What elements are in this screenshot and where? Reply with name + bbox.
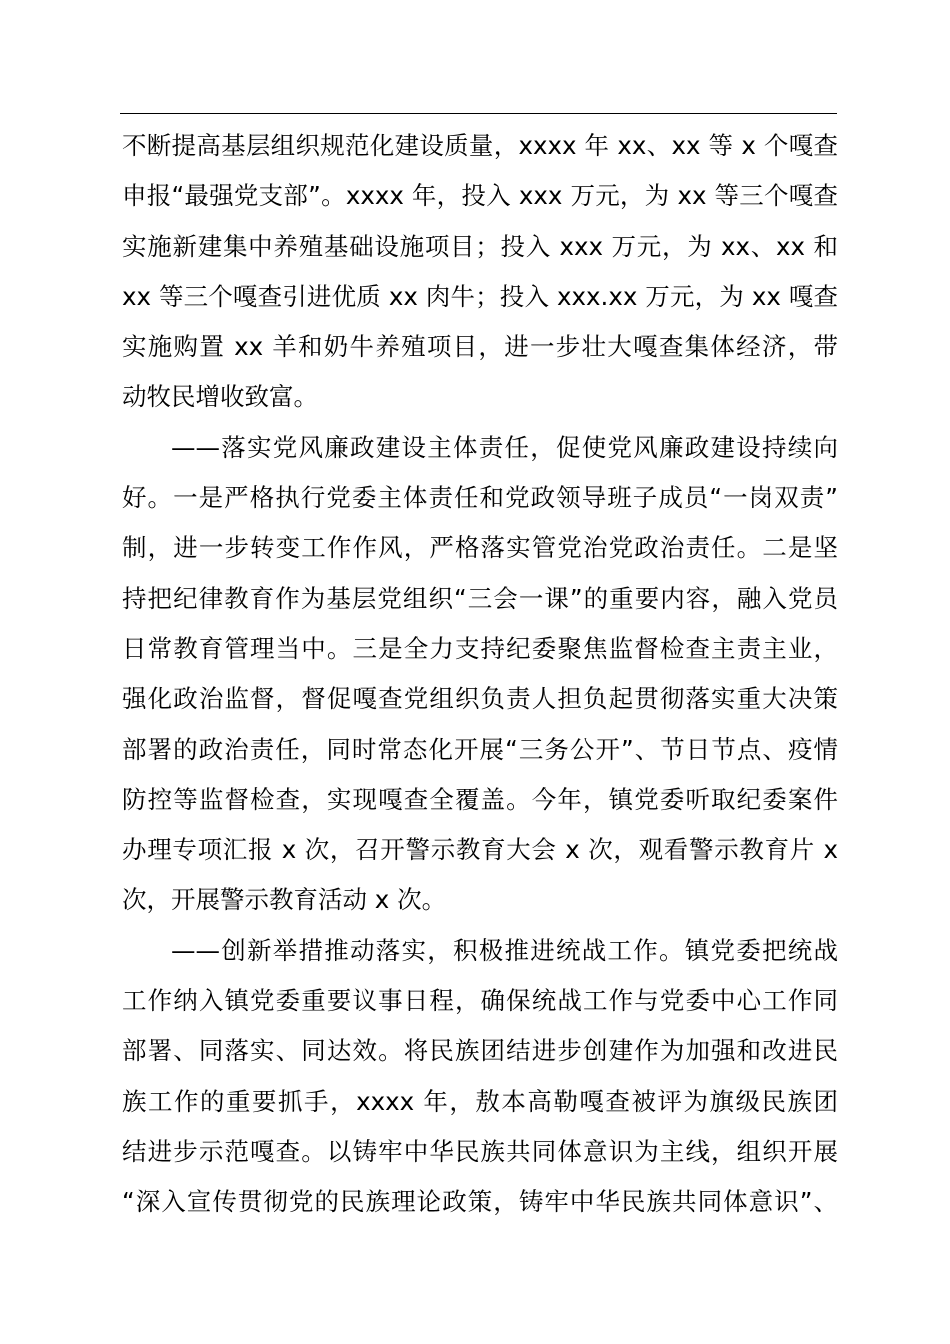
text-line: 实施购置 xx 羊和奶牛养殖项目，进一步壮大嘎查集体经济，带 xyxy=(122,332,838,362)
text-line: 制，进一步转变工作作风，严格落实管党治党政治责任。二是坚 xyxy=(122,533,838,563)
text-line: 次，开展警示教育活动 x 次。 xyxy=(122,885,447,915)
text-line: xx 等三个嘎查引进优质 xx 肉牛；投入 xxx.xx 万元，为 xx 嘎查 xyxy=(122,281,838,311)
text-line: 结进步示范嘎查。以铸牢中华民族共同体意识为主线，组织开展 xyxy=(122,1136,838,1166)
text-line: “深入宣传贯彻党的民族理论政策，铸牢中华民族共同体意识”、 xyxy=(122,1187,838,1217)
text-line: 申报“最强党支部”。xxxx 年，投入 xxx 万元，为 xx 等三个嘎查 xyxy=(122,181,838,211)
text-line: 日常教育管理当中。三是全力支持纪委聚焦监督检查主责主业， xyxy=(122,633,838,663)
text-line: 防控等监督检查，实现嘎查全覆盖。今年，镇党委听取纪委案件 xyxy=(122,784,838,814)
text-line: 部署的政治责任，同时常态化开展“三务公开”、节日节点、疫情 xyxy=(122,734,838,764)
text-line: 强化政治监督，督促嘎查党组织负责人担负起贯彻落实重大决策 xyxy=(122,684,838,714)
text-line: 族工作的重要抓手，xxxx 年，敖本高勒嘎查被评为旗级民族团 xyxy=(122,1086,838,1116)
text-line: 部署、同落实、同达效。将民族团结进步创建作为加强和改进民 xyxy=(122,1036,838,1066)
body-text xyxy=(122,121,838,1228)
text-line: 办理专项汇报 x 次，召开警示教育大会 x 次，观看警示教育片 x xyxy=(122,835,838,865)
header-divider xyxy=(120,113,837,114)
text-line: 持把纪律教育作为基层党组织“三会一课”的重要内容，融入党员 xyxy=(122,583,838,613)
text-line: 好。一是严格执行党委主体责任和党政领导班子成员“一岗双责” xyxy=(122,483,838,513)
paragraph-heading-line: ——创新举措推动落实，积极推进统战工作。镇党委把统战 xyxy=(171,935,838,965)
text-line: 实施新建集中养殖基础设施项目；投入 xxx 万元，为 xx、xx 和 xyxy=(122,231,838,261)
text-line: 工作纳入镇党委重要议事日程，确保统战工作与党委中心工作同 xyxy=(122,986,838,1016)
text-line: 动牧民增收致富。 xyxy=(122,382,318,412)
text-line: 不断提高基层组织规范化建设质量，xxxx 年 xx、xx 等 x 个嘎查 xyxy=(122,131,838,160)
paragraph-heading-line: ——落实党风廉政建设主体责任，促使党风廉政建设持续向 xyxy=(171,432,838,462)
